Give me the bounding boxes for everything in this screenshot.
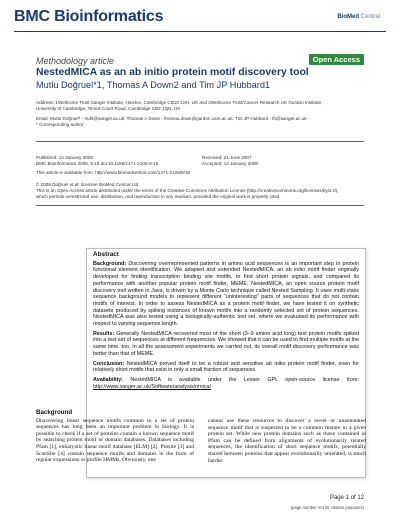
page-number: Page 1 of 12: [329, 495, 364, 501]
license-1: This is an Open Access article distributed under the terms of the Creative Commons Attribution License (http://creativecommons.org/licenses/by/2.0),: [36, 188, 339, 193]
abstract-conclusion: Conclusion: NestedMICA proved itself to be a robust and sensitive ab initio protein motif finder, even for relatively short motifs that exist in only a small fraction of sequences.: [93, 360, 359, 374]
journal-title: BMC Bioinformatics: [14, 8, 164, 25]
publisher-rest: Central: [358, 14, 380, 20]
divider: [36, 205, 364, 206]
email-line: Email: Mutlu Doğruel* - md5@sanger.ac.uk; Thomas A Down - thomas.down@gurdon.cam.ac.uk; Tim JP Hubbard - th@sanger.ac.uk: [36, 116, 307, 121]
abstract-heading: Abstract: [93, 251, 119, 258]
publisher-logo: [337, 14, 380, 20]
publisher-brand: BioMed: [337, 14, 359, 20]
accepted-date: Accepted: 14 January 2008: [202, 161, 258, 166]
article-url: This article is available from: http://www.biomedcentral.com/1471-2105/9/19: [36, 170, 190, 175]
published-date: Published: 14 January 2008: [36, 155, 93, 160]
corresponding-note: * Corresponding author: [36, 122, 84, 127]
section-heading: Background: [36, 409, 73, 416]
page-note: (page number not for citation purposes): [290, 505, 364, 510]
copyright: © 2008 Doğruel et al; licensee BioMed Central Ltd.: [36, 182, 140, 187]
abstract-results: Results: Generally NestedMICA recovered most of the short (3–9 amino acid long) test protein motifs spiked into a test set of sequences at different frequencies. We showed that it can be used to find multiple motifs at the same time, too. In all the assessment experiments we carried out, its overall motif discovery performance was better than that of MEME.: [93, 330, 359, 357]
article-title: NestedMICA as an ab initio protein motif discovery tool: [36, 67, 309, 78]
header-rule: [14, 31, 386, 32]
received-date: Received: 21 June 2007: [202, 155, 252, 160]
abstract-availability: Availability: NestedMICA is available under the Lesser GPL open-source license from: http://www.sanger.ac.uk/Software/analysis/nmica/: [93, 376, 359, 390]
license-2: which permits unrestricted use, distribution, and reproduction in any medium, provided the original work is properly cited.: [36, 194, 281, 199]
address-line-1: Address: 1Wellcome Trust Sanger Institute, Hinxton, Cambridge CB10 1SH, UK and 2Wellcome Trust/Cancer Research UK Gurdon Institute,: [36, 100, 323, 105]
citation: BMC Bioinformatics 2008, 9:19 doi:10.1186/1471-2105-9-19: [36, 161, 159, 166]
address-line-2: University of Cambridge, Tennis Court Road, Cambridge CB2 1QN, UK: [36, 106, 181, 111]
abstract-background: Background: Discovering overrepresented patterns in amino acid sequences is an important step in protein functional element identification. We adapted and extended NestedMICA, an ab initio motif finder originally developed for finding transcription binding site motifs, to find short protein signals, and compared its performance with another popular protein motif finder, MEME. NestedMICA, an open source protein motif discovery tool written in Java, is driven by a Monte Carlo technique called Nested Sampling. It uses multi-class sequence background models to represent different "uninteresting" parts of sequences that do not contain motifs of interest. In order to assess NestedMICA as a protein motif finder, we have tested it on synthetic datasets produced by spiking instances of known motifs into a randomly selected set of protein sequences. NestedMICA was also tested using a biologically-authentic test set, where we evaluated its performance with respect to varying sequence length.: [93, 260, 359, 328]
open-access-badge: Open Access: [309, 54, 364, 65]
body-column-right: cannot use these resources to discover a novel or unannotated sequence motif that is suspected to be a common feature in a given protein set. While new protein domains such as those contained in Pfam can be defined from alignments of evolutionarily related sequences, the identification of short sequence motifs, potentially shared between proteins that appear evolutionarily unrelated, is much harder.: [208, 418, 366, 464]
divider: [36, 141, 364, 142]
author-list: Mutlu Doğruel*1, Thomas A Down2 and Tim JP Hubbard1: [36, 80, 271, 90]
availability-link[interactable]: http://www.sanger.ac.uk/Software/analysis/nmica/: [93, 383, 212, 390]
article-type: Methodology article: [36, 56, 115, 66]
body-text-left: Discovering linear sequence motifs common to a set of protein sequences has long been an important problem in biology. It is possible to check if a set of proteins contain a known sequence motif by searching protein motif or domain databases. Databases including Pfam [1], eukaryotic linear motif database [ELM] [2], Prosite [3] and ScanSite [4] contain sequence motifs and domains in the form of regular expressions or profile HMMs. Obviously, one: [36, 417, 194, 464]
body-column-left: [36, 410, 194, 464]
address-block: [36, 100, 366, 128]
